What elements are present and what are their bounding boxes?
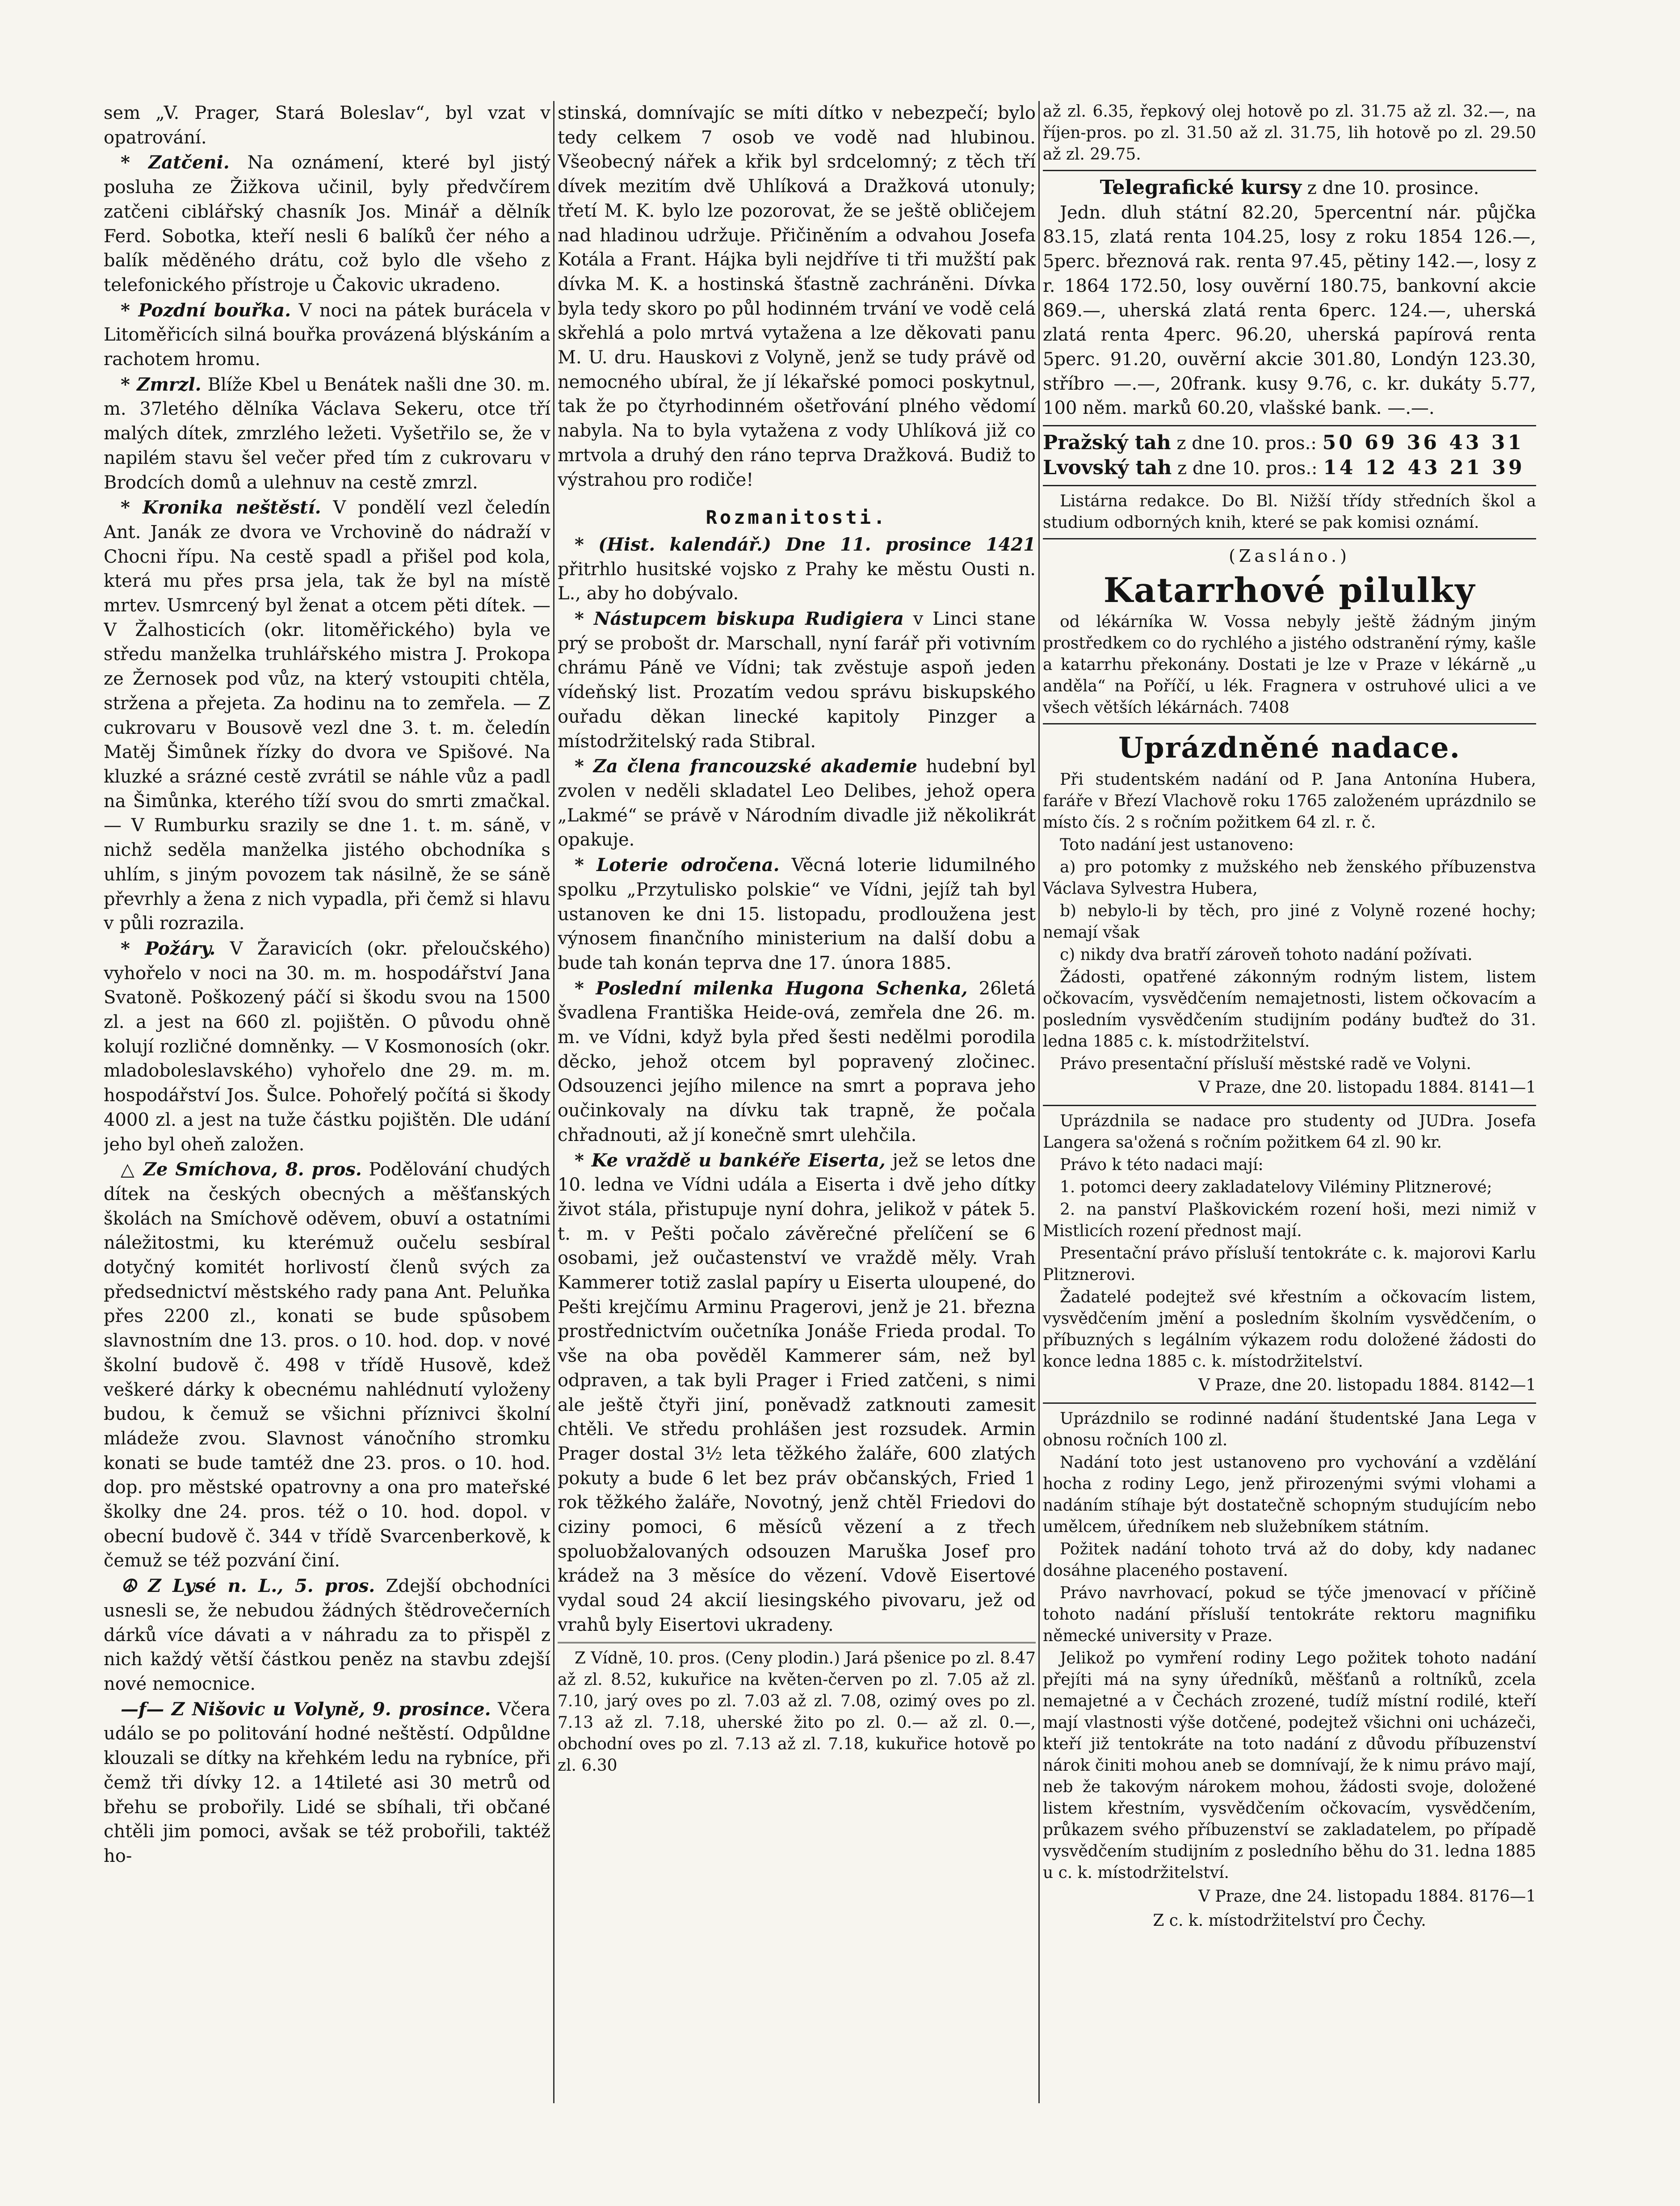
separator [1043, 485, 1536, 486]
article-lead: * Zatčeni. [121, 152, 230, 173]
newspaper-page [104, 101, 1536, 2121]
sent-in-label: (Zasláno.) [1229, 546, 1350, 566]
separator [1043, 170, 1536, 171]
notice-text: Při studentském nadání od P. Jana Antonína Hubera, faráře v Březí Vlachově roku 1765 založeném uprázdnilo se místo čís. 2 s ročním požitkem 64 zl. r. č. [1043, 770, 1536, 832]
article-body: jež se letos dne 10. ledna ve Vídni udála a Eiserta i dvě jeho dítky život stála, přistupuje nyní dohra, jelikož v pátek 5. t. m. v Pešti počalo závěrečné přelíčení se 6 osobami, jež oučastenství ve vraždě měly. Vrah Kammerer totiž zaslal papíry u Eiserta uloupené, do Pešti krejčímu Arminu Pragerovi, jenž je 21. března prostřednictvím oučetníka Jonáše Frieda prodal. To vše na oba pověděl Kammerer sám, než byl odpraven, a tak byli Prager i Fried zatčeni, s nimi ale ještě čtyři jiní, poněvadž zatknouti zamesit chtěli. Ve středu prohlášen jest rozsudek. Armin Prager dostal 3½ leta těžkého žaláře, 600 zlatých pokuty a bude 6 let bez práv občanských, Fried 1 rok těžkého žaláře, Novotný, jenž chtěl Friedovi do ciziny pomoci, 6 měsíců vězení a z třech spoluobžalovaných odsouzen Maruška Josef pro krádež na 3 měsíce do vězení. Vdově Eisertové vydal soud 24 akcií liesingského pivovaru, jež od vrahů byly Eisertovi ukradeny. [558, 1150, 1036, 1635]
ad-title: Katarrhové pilulky [1103, 570, 1476, 610]
lottery-date: z dne 10. pros.: [1177, 458, 1318, 479]
foundation-notice-2 [1043, 1111, 1536, 1398]
lottery-label: Pražský tah [1043, 431, 1171, 455]
notice-authority: Z c. k. místodržitelství pro Čechy. [1153, 1911, 1426, 1930]
notice-text: 1. potomci deery zakladatelovy Viléminy Plitznerové; [1060, 1178, 1492, 1196]
notice-text: 2. na panství Plaškovickém rození hoši, mezi nimiž v Mistlicích rození přednost mají. [1043, 1200, 1536, 1240]
article-lead: * Kronika neštěstí. [121, 497, 321, 518]
separator [1043, 425, 1536, 426]
article-body: V Žaravicích (okr. přeloučského) vyhořelo v noci na 30. m. m. hospodářství Jana Svatoně. Poškozený páčí si škodu svou na 1500 zl. a jest na 660 zl. pojištěn. O původu ohně kolují rozličné domněnky. — V Kosmonosích (okr. mladoboleslavského) vyhořelo dne 29. m. m. hospodářství Jos. Šulce. Pohořelý počítá si škody 4000 zl. a jest na tuže částku pojištěn. Dle udání jeho byl oheň založen. [104, 938, 550, 1155]
lottery-lvov [1043, 456, 1536, 481]
article-body: v Linci stane prý se probošt dr. Marschall, nyní farář při votivním chrámu Páně ve Vídni; tak zvěstuje aspoň jeden vídeňský list. Prozatím vedou správu biskupského ouřadu děkan linecké kapitoly Pinzger a místodržitelský rada Stibral. [558, 609, 1036, 752]
notice-text: Nadání toto jest ustanoveno pro vychování a vzdělání hocha z rodiny Lego, jenž přirozenými svými vlohami a nadáním stíhaje být dostatečně schopným studujícím nebo umělcem, úředníkem neb služebníkem státním. [1043, 1453, 1536, 1536]
article-lead: * Zmrzl. [121, 374, 202, 395]
notice-text: a) pro potomky z mužského neb ženského příbuzenstva Václava Sylvestra Hubera, [1043, 858, 1536, 898]
lottery-numbers: 50 69 36 43 31 [1322, 431, 1525, 455]
notice-text: Žadatelé podejtež své křestním a očkovacím listem, vysvědčením jmění a posledním školním vysvědčením, o příbuzných s legálním výkazem rodu doložené žádosti do konce ledna 1885 c. k. místodržitelství. [1043, 1288, 1536, 1371]
notice-text: Právo k této nadaci mají: [1060, 1155, 1264, 1174]
exchange-rates: Jedn. dluh státní 82.20, 5percentní nár. půjčka 83.15, zlatá renta 104.25, losy z roku 1854 126.—, 5perc. březnová rak. renta 97.45, pětiny 142.—, losy z r. 1864 172.50, losy ouvěrní 180.75, bankovní akcie 869.—, uherská zlatá renta 6perc. 124.—, uherská zlatá renta 4perc. 96.20, uherská papírová renta 5perc. 91.20, ouvěrní akcie 301.80, Londýn 123.30, stříbro —.—, 20frank. kusy 9.76, c. kr. dukáty 5.77, 100 něm. marků 60.20, vlašské bank. —.—. [1043, 202, 1536, 419]
article-lead: * Loterie odročena. [575, 855, 780, 876]
article-continuation: stinská, domnívajíc se míti dítko v nebezpečí; bylo tedy celkem 7 osob ve vodě nad hlubinou. Všeobecný nářek a křik byl srdcelomný; z těch tří dívek mezitím dvě Uhlíková a Dražková utonuly; třetí M. K. bylo lze pozorovat, že se ještě obličejem nad hladinou udržuje. Přičiněním a odvahou Josefa Kotála a Frant. Hájka byli nejdříve ti tři mužští pak dívka M. K. a hostinská šťastně zachráněni. Dívka byla tedy skoro po půl hodinném trvání ve vodě celá skřehlá a polo mrtvá vytažena a lze děkovati panu M. U. dru. Hauskovi z Volyně, jenž se tudy právě od nemocného ubíral, že jí lékařské pomoci poskytnul, tak že po čtyrhodinném ošetřování plného vědomí nabyla. Na to byla vytažena z vody Uhlíková již co mrtvola a druhý den ráno teprva Dražková. Budiž to výstrahou pro rodiče! [558, 103, 1036, 490]
separator [1043, 723, 1536, 724]
notice-signature: V Praze, dne 24. listopadu 1884. 8176—1 [1198, 1887, 1536, 1906]
separator [1043, 1402, 1536, 1404]
article-continuation: sem „V. Prager, Stará Boleslav“, byl vzat v opatrování. [104, 103, 550, 148]
section-heading-foundations: Uprázdněné nadace. [1118, 731, 1461, 765]
article-schenk [558, 977, 1036, 1148]
article-body: Podělování chudých dítek na českých obecných a měšťanských školách na Smíchově oděvem, obuví a ostatními náležitostmi, ku kterémuž oučelu sesbíral dotyčný komitét horlivostí členů svých za předsednictví městského rady pana Ant. Peluňka přes 2200 zl., konati se bude spůsobem slavnostním dne 13. pros. o 10. hod. dop. v nové školní budově č. 498 v třídě Husově, kdež veškeré dárky k obecnému nahlédnutí vyloženy budou, k čemuž se všichni příznivci školní mládeže zvou. Slavnost vánočního stromku konati se bude tamtéž dne 23. pros. o 10. hod. dop. pro městské opatrovny a ona pro mateřské školky dne 24. pros. též o 10. hod. dopol. v obecní budově č. 344 v třídě Svarcenberkově, k čemuž se též pozvání činí. [104, 1159, 550, 1571]
notice-signature: V Praze, dne 20. listopadu 1884. 8142—1 [1198, 1376, 1536, 1394]
article-lead: * Pozdní bouřka. [121, 299, 291, 321]
article-nisovic [104, 1697, 550, 1869]
column-divider [553, 101, 554, 2103]
notice-signature: V Praze, dne 20. listopadu 1884. 8141—1 [1198, 1078, 1536, 1097]
exchange-date: z dne 10. prosince. [1307, 178, 1479, 198]
article-lead: —f— Z Nišovic u Volyně, 9. prosince. [121, 1698, 491, 1720]
foundation-notice-1 [1043, 769, 1536, 1100]
article-body: V noci na pátek burácela v Litoměřicích silná bouřka provázená blýskáním a rachotem hromu. [104, 300, 550, 370]
notice-text: Presentační právo přísluší tentokráte c. k. majorovi Karlu Plitznerovi. [1043, 1244, 1536, 1284]
market-prices: Z Vídně, 10. pros. (Ceny plodin.) Jará pšenice po zl. 8.47 až zl. 8.52, kukuřice na květen-červen po zl. 7.05 až zl. 7.10, jarý oves po zl. 7.03 až zl. 7.08, ozimý oves po zl. 7.13 až zl. 7.18, uherské žito po zl. 0.— až zl. 0.—, obchodní oves po zl. 7.13 až zl. 7.18, kukuřice hotově po zl. 6.30 [558, 1649, 1036, 1775]
notice-text: Požitek nadání tohoto trvá až do doby, kdy nadanec dosáhne placeného postavení. [1043, 1540, 1536, 1580]
article-kronika [104, 496, 550, 936]
article-hist [558, 533, 1036, 606]
column-1 [104, 101, 550, 2121]
article-lead: ☮ Z Lysé n. L., 5. pros. [121, 1575, 375, 1597]
exchange-title: Telegrafické kursy [1100, 176, 1302, 199]
exchange-heading [1043, 176, 1536, 201]
article-lead: * (Hist. kalendář.) Dne 11. prosince 1421 [575, 534, 1036, 555]
lottery-label: Lvovský tah [1043, 456, 1172, 479]
article-lysa [104, 1574, 550, 1697]
ad-body: od lékárníka W. Vossa nebyly ještě žádným jiným prostředkem co do rychlého a jistého odstranění rýmy, kašle a katarrhu překonány. Dostati je lze v Praze v lékárně „u anděla“ na Poříčí, u lék. Fragnera v ostruhové ulici a ve všech větších lékárnách. 7408 [1043, 613, 1536, 717]
notice-text: Uprázdnila se nadace pro studenty od JUDra. Josefa Langera sa'ožená s ročním požitkem 64 zl. 90 kr. [1043, 1111, 1536, 1152]
article-eisert [558, 1149, 1036, 1638]
separator [558, 1642, 1036, 1643]
column-divider [1038, 101, 1040, 2103]
notice-text: Jelikož po vymření rodiny Lego požitek tohoto nadání přejíti má na syny úředníků, měšťanů a roltníků, zcela nemajetné a v Čechách zrozené, tudíž místní rodilé, kteří mají vlastnosti výše dotčené, podejtež všichni oni ucházeči, kteří již tentokráte na toto nadání z důvodu příbuzenství nárok činiti mohou aneb se domnívají, že k nimu právo mají, neb že takovým nárokem mohou, žádosti svoje, doložené listem křestním, vysvědčením očkovacím, vysvědčením, průkazem svého příbuzenství se zakladatelem, po případě vysvědčením studijním z posledního běhu do 31. ledna 1885 u c. k. místodržitelství. [1043, 1649, 1536, 1882]
article-lead: * Poslední milenka Hugona Schenka, [575, 977, 968, 999]
lottery-prague [1043, 431, 1536, 456]
article-lead: * Nástupcem biskupa Rudigiera [575, 608, 904, 630]
article-nastupce [558, 607, 1036, 754]
article-bourka [104, 299, 550, 372]
article-akademie [558, 754, 1036, 852]
notice-text: Právo presentační přísluší městské radě ve Volyni. [1060, 1055, 1471, 1074]
article-body: Věcná loterie lidumilného spolku „Przytulisko polskie“ ve Vídni, jejíž tah byl ustanoven ke dni 15. listopadu, prodloužena jest výnosem finančního ministerium na další dobu a bude tah konán teprva dne 17. února 1885. [558, 855, 1036, 973]
notice-text: Žádosti, opatřené zákonným rodným listem, listem očkovacím, vysvědčením nemajetnosti, listem očkovacím a posledním vysvědčením studijním podány buďtež do 31. ledna 1885 c. k. místodržitelství. [1043, 968, 1536, 1051]
article-body: Včera událo se po politování hodné neštěstí. Odpůldne klouzali se dítky na křehkém ledu na rybníce, při čemž tři dívky 12. a 14tileté asi 30 metrů od břehu se probořily. Lidé se sbíhali, tři občané chtěli jim pomoci, avšak se též probořili, taktéž ho- [104, 1699, 550, 1866]
article-body: Blíže Kbel u Benátek našli dne 30. m. m. 37letého dělníka Václava Sekeru, otce tří malých dítek, zmrzlého ležeti. Vyšetřilo se, že v napilém stavu šel večer před tím z cukrovaru v Brodcích domů a ulehnuv na cestě zmrzl. [104, 374, 550, 493]
article-lead: △ Ze Smíchova, 8. pros. [121, 1159, 362, 1180]
column-3 [1043, 101, 1536, 2121]
article-body: Na oznámení, které byl jistý posluha ze Žižkova učinil, byly předvčírem zatčeni ciblářský chasník Jos. Minář a dělník Ferd. Sobotka, kteří nesli 6 balíků čer ného a balík měděného drátu, což bylo dle všeho z telefonického přístroje u Čakovic ukradeno. [104, 152, 550, 295]
article-loterie [558, 853, 1036, 976]
article-body: 26letá švadlena Františka Heide-ová, zemřela dne 26. m. m. ve Vídni, když byla před šesti nedělmi porodila děcko, jehož otcem byl popravený zločinec. Odsouzenci jejího milence na smrt a poprava jeho oučinkovaly na dívku tak trapně, že počala chřadnouti, až jí konečně smrt ulehčila. [558, 978, 1036, 1145]
notice-text: c) nikdy dva bratří zároveň tohoto nadání požívati. [1060, 946, 1473, 964]
article-body: Zdejší obchodníci usnesli se, že nebudou žádných štědrovečerních dárků více dávati a v náhradu za to přispěl z nich každý větší částkou peněz na stavbu zdejší nové nemocnice. [104, 1576, 550, 1694]
article-body: V pondělí vezl čeledín Ant. Janák ze dvora ve Vrchovině do nádraží v Chocni řípu. Na cestě spadl a přišel pod kola, která mu přes prsa jela, tak že byl na místě mrtev. Usmrcený byl ženat a otcem pěti dítek. — V Žalhosticích (okr. litoměřického) byla ve středu manželka truhlářského mistra J. Prokopa ze Žernosek pod vůz, na který vstoupiti chtěla, stržena a přejeta. Za hodinu na to zemřela. — Z cukrovaru v Bousově vezl dne 3. t. m. čeledín Matěj Šimůnek řízky do dvora ve Spišové. Na kluzké a srázné cestě zvrátil se náhle vůz a padl na Šimůnka, kterého tíží svou do smrti zmačkal. — V Rumburku srazily se dne 1. t. m. sáně, v nichž seděla manželka jistého obchodníka s uhlím, s jiným povozem tak násilně, že se sáně převrhly a žena z nich vypadla, při čemž si hlavu v půli rozrazila. [104, 497, 550, 934]
notice-text: Toto nadání jest ustanoveno: [1060, 836, 1294, 855]
article-lead: * Ke vraždě u bankéře Eiserta, [575, 1149, 886, 1171]
article-pozary [104, 937, 550, 1157]
lottery-numbers: 14 12 43 21 39 [1323, 456, 1525, 479]
notice-text: Uprázdnilo se rodinné nadání študentské Jana Lega v obnosu ročních 100 zl. [1043, 1409, 1536, 1449]
article-body: hudební byl zvolen v neděli skladatel Leo Delibes, jehož opera „Lakmé“ se právě v Národním divadle již několikrát opakuje. [558, 756, 1036, 850]
lottery-date: z dne 10. pros.: [1176, 433, 1317, 454]
market-prices-continued: až zl. 6.35, řepkový olej hotově po zl. 31.75 až zl. 32.—, na říjen-pros. po zl. 31.50 až zl. 31.75, lih hotově po zl. 29.50 až zl. 29.75. [1043, 102, 1536, 164]
separator [1043, 538, 1536, 539]
notice-text: Právo navrhovací, pokud se týče jmenovací v příčině tohoto nadání přísluší tentokráte rektoru magnifiku německé university v Praze. [1043, 1583, 1536, 1645]
section-heading: Rozmanitosti. [706, 506, 888, 529]
separator [1043, 1105, 1536, 1106]
notice-text: b) nebylo-li by těch, pro jiné z Volyně rozené hochy; nemají však [1043, 902, 1536, 942]
foundation-notice-3 [1043, 1408, 1536, 1933]
article-lead: * Za člena francouzské akademie [575, 756, 917, 777]
article-lead: * Požáry. [121, 938, 216, 959]
article-zmrzl [104, 373, 550, 495]
article-smichov [104, 1158, 550, 1573]
article-body: přitrhlo husitské vojsko z Prahy ke městu Ousti n. L., aby ho dobývalo. [558, 559, 1036, 604]
article-zatceni [104, 151, 550, 297]
column-2 [558, 101, 1036, 2121]
editorial-letters: Listárna redakce. Do Bl. Nižší třídy středních škol a studium odborných knih, které se pak komisi oznámí. [1043, 492, 1536, 532]
